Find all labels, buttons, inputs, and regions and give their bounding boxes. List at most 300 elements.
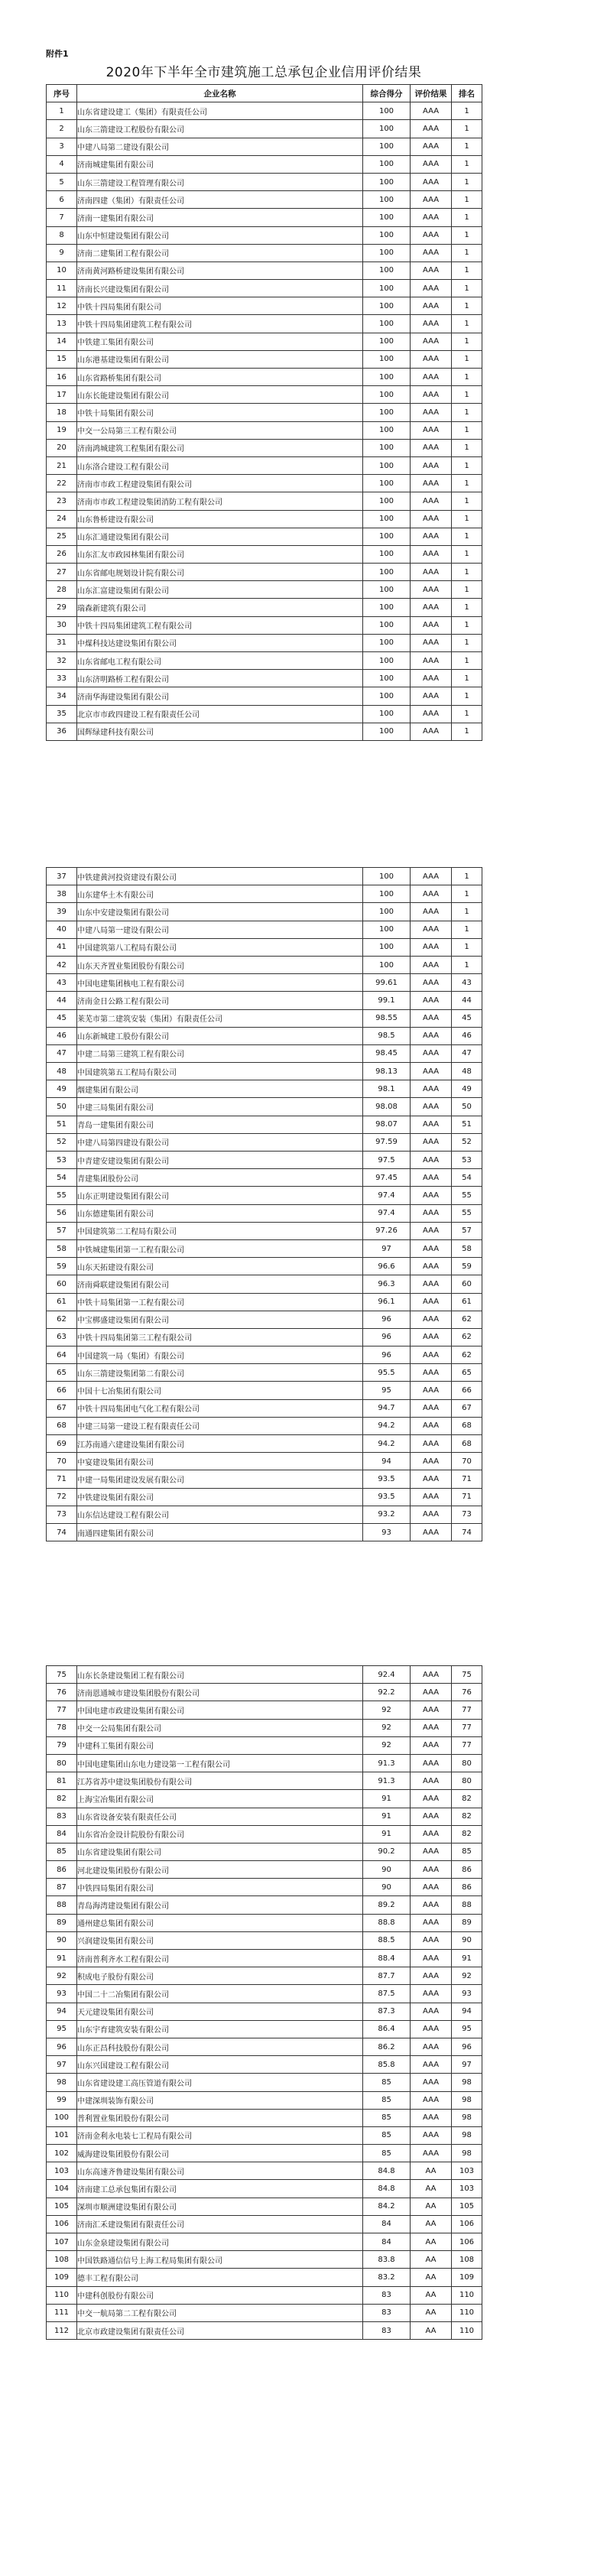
- cell-rank: 1: [452, 670, 482, 687]
- header-rank: 排名: [452, 85, 482, 102]
- cell-company-name: 中国二十二冶集团有限公司: [77, 1985, 363, 2003]
- cell-score: 100: [363, 333, 411, 350]
- cell-grade: AAA: [411, 1382, 452, 1399]
- cell-company-name: 济南金利永电装七工程局有限公司: [77, 2126, 363, 2144]
- cell-company-name: 中建科工集团有限公司: [77, 1736, 363, 1754]
- cell-score: 85: [363, 2091, 411, 2109]
- cell-rank: 105: [452, 2198, 482, 2215]
- cell-rank: 1: [452, 333, 482, 350]
- cell-rank: 53: [452, 1152, 482, 1169]
- cell-no: 100: [47, 2109, 77, 2126]
- cell-rank: 86: [452, 1861, 482, 1879]
- cell-rank: 1: [452, 191, 482, 209]
- cell-rank: 74: [452, 1523, 482, 1541]
- cell-rank: 91: [452, 1950, 482, 1967]
- cell-rank: 1: [452, 492, 482, 510]
- cell-company-name: 中国十七冶集团有限公司: [77, 1382, 363, 1399]
- cell-score: 99.61: [363, 974, 411, 992]
- cell-no: 43: [47, 974, 77, 992]
- cell-rank: 1: [452, 956, 482, 973]
- cell-grade: AAA: [411, 297, 452, 315]
- cell-score: 85: [363, 2126, 411, 2144]
- cell-score: 97.45: [363, 1169, 411, 1187]
- cell-no: 4: [47, 155, 77, 173]
- cell-company-name: 中宝梆盛建设集团有限公司: [77, 1311, 363, 1328]
- cell-no: 93: [47, 1985, 77, 2003]
- table-row: [47, 2003, 482, 2020]
- cell-grade: AAA: [411, 2074, 452, 2091]
- cell-grade: AAA: [411, 315, 452, 333]
- cell-grade: AAA: [411, 670, 452, 687]
- cell-grade: AAA: [411, 261, 452, 279]
- cell-grade: AAA: [411, 723, 452, 740]
- cell-score: 92.2: [363, 1684, 411, 1701]
- table-row: [47, 1914, 482, 1931]
- cell-no: 106: [47, 2215, 77, 2233]
- cell-no: 86: [47, 1861, 77, 1879]
- cell-company-name: 济南汇禾建设集团有限责任公司: [77, 2215, 363, 2233]
- cell-grade: AAA: [411, 1736, 452, 1754]
- cell-company-name: 青岛一建集团有限公司: [77, 1116, 363, 1133]
- table-row: [47, 1311, 482, 1328]
- cell-grade: AAA: [411, 1861, 452, 1879]
- cell-no: 36: [47, 723, 77, 740]
- cell-score: 90: [363, 1861, 411, 1879]
- table-row: [47, 1063, 482, 1080]
- table-row: [47, 120, 482, 138]
- cell-rank: 71: [452, 1488, 482, 1506]
- cell-grade: AAA: [411, 369, 452, 386]
- cell-rank: 66: [452, 1382, 482, 1399]
- cell-no: 76: [47, 1684, 77, 1701]
- table-row: [47, 1790, 482, 1808]
- cell-score: 84: [363, 2215, 411, 2233]
- cell-score: 100: [363, 456, 411, 474]
- cell-score: 100: [363, 564, 411, 581]
- cell-company-name: 中国建筑一局（集团）有限公司: [77, 1346, 363, 1364]
- cell-score: 100: [363, 528, 411, 545]
- table-row: [47, 868, 482, 885]
- cell-no: 99: [47, 2091, 77, 2109]
- cell-grade: AAA: [411, 456, 452, 474]
- table-row: [47, 1258, 482, 1275]
- cell-rank: 1: [452, 369, 482, 386]
- cell-grade: AAA: [411, 581, 452, 599]
- cell-score: 96.1: [363, 1293, 411, 1311]
- cell-rank: 1: [452, 687, 482, 705]
- cell-grade: AA: [411, 2304, 452, 2321]
- cell-company-name: 山东长条建设集团工程有限公司: [77, 1666, 363, 1684]
- cell-score: 90: [363, 1879, 411, 1896]
- cell-company-name: 济南市市政工程建设集团消防工程有限公司: [77, 492, 363, 510]
- cell-rank: 50: [452, 1098, 482, 1116]
- cell-company-name: 山东建华土木有限公司: [77, 885, 363, 903]
- cell-score: 100: [363, 173, 411, 190]
- cell-score: 100: [363, 475, 411, 492]
- cell-no: 32: [47, 652, 77, 670]
- cell-no: 25: [47, 528, 77, 545]
- cell-score: 98.07: [363, 1116, 411, 1133]
- cell-grade: AAA: [411, 1488, 452, 1506]
- cell-rank: 103: [452, 2180, 482, 2198]
- cell-rank: 1: [452, 938, 482, 956]
- table-row: [47, 1222, 482, 1239]
- cell-score: 98.45: [363, 1044, 411, 1062]
- cell-no: 39: [47, 903, 77, 921]
- cell-company-name: 青岛海湾建设集团有限公司: [77, 1896, 363, 1914]
- cell-no: 72: [47, 1488, 77, 1506]
- cell-rank: 1: [452, 616, 482, 634]
- cell-grade: AAA: [411, 938, 452, 956]
- cell-grade: AAA: [411, 652, 452, 670]
- table-row: [47, 404, 482, 421]
- cell-grade: AAA: [411, 1808, 452, 1825]
- cell-rank: 109: [452, 2269, 482, 2286]
- cell-grade: AAA: [411, 350, 452, 368]
- table-row: [47, 386, 482, 404]
- cell-rank: 98: [452, 2091, 482, 2109]
- cell-company-name: 中国建筑第二工程局有限公司: [77, 1222, 363, 1239]
- cell-rank: 59: [452, 1258, 482, 1275]
- cell-rank: 98: [452, 2145, 482, 2162]
- cell-grade: AAA: [411, 2056, 452, 2074]
- cell-company-name: 兴润建设集团有限公司: [77, 1931, 363, 1949]
- cell-score: 93.5: [363, 1488, 411, 1506]
- table-row: [47, 581, 482, 599]
- cell-company-name: 积成电子股份有限公司: [77, 1967, 363, 1985]
- cell-grade: AAA: [411, 1666, 452, 1684]
- cell-no: 19: [47, 421, 77, 439]
- cell-no: 40: [47, 921, 77, 938]
- cell-score: 84.8: [363, 2162, 411, 2180]
- cell-grade: AAA: [411, 1187, 452, 1204]
- cell-score: 94.7: [363, 1399, 411, 1417]
- cell-score: 100: [363, 315, 411, 333]
- cell-grade: AAA: [411, 510, 452, 528]
- table-row: [47, 138, 482, 155]
- cell-score: 95: [363, 1382, 411, 1399]
- cell-no: 94: [47, 2003, 77, 2020]
- cell-grade: AAA: [411, 386, 452, 404]
- cell-no: 50: [47, 1098, 77, 1116]
- cell-grade: AAA: [411, 1152, 452, 1169]
- cell-company-name: 济南建工总承包集团有限公司: [77, 2180, 363, 2198]
- cell-grade: AAA: [411, 1239, 452, 1257]
- cell-grade: AAA: [411, 1080, 452, 1098]
- cell-grade: AAA: [411, 1684, 452, 1701]
- cell-company-name: 中建八局第一建设有限公司: [77, 921, 363, 938]
- cell-score: 94.2: [363, 1417, 411, 1434]
- cell-no: 7: [47, 209, 77, 226]
- cell-grade: AAA: [411, 1328, 452, 1346]
- cell-no: 67: [47, 1399, 77, 1417]
- cell-no: 90: [47, 1931, 77, 1949]
- cell-company-name: 中铁建工集团有限公司: [77, 333, 363, 350]
- cell-no: 88: [47, 1896, 77, 1914]
- cell-no: 105: [47, 2198, 77, 2215]
- cell-rank: 1: [452, 723, 482, 740]
- cell-company-name: 山东省设备安装有限责任公司: [77, 1808, 363, 1825]
- table-row: [47, 261, 482, 279]
- cell-no: 16: [47, 369, 77, 386]
- cell-rank: 85: [452, 1843, 482, 1860]
- cell-company-name: 山东省建设建工高压管道有限公司: [77, 2074, 363, 2091]
- cell-company-name: 山东港基建设集团有限公司: [77, 350, 363, 368]
- cell-no: 28: [47, 581, 77, 599]
- cell-no: 69: [47, 1435, 77, 1453]
- cell-company-name: 山东高速齐鲁建设集团有限公司: [77, 2162, 363, 2180]
- cell-no: 38: [47, 885, 77, 903]
- cell-grade: AAA: [411, 705, 452, 723]
- cell-score: 86.4: [363, 2020, 411, 2038]
- table-row: [47, 297, 482, 315]
- cell-no: 58: [47, 1239, 77, 1257]
- table-row: [47, 1772, 482, 1790]
- cell-no: 29: [47, 599, 77, 616]
- cell-company-name: 德丰工程有限公司: [77, 2269, 363, 2286]
- cell-no: 91: [47, 1950, 77, 1967]
- cell-rank: 108: [452, 2251, 482, 2269]
- cell-grade: AA: [411, 2321, 452, 2339]
- cell-company-name: 中国电建市政建设集团有限公司: [77, 1701, 363, 1719]
- table-row: [47, 510, 482, 528]
- cell-company-name: 中交一公局集团有限公司: [77, 1719, 363, 1736]
- header-no: 序号: [47, 85, 77, 102]
- cell-score: 83.2: [363, 2269, 411, 2286]
- cell-company-name: 莱芜市第二建筑安装（集团）有限责任公司: [77, 1009, 363, 1027]
- cell-grade: AAA: [411, 1772, 452, 1790]
- cell-no: 14: [47, 333, 77, 350]
- table-row: [47, 1861, 482, 1879]
- cell-grade: AAA: [411, 885, 452, 903]
- cell-company-name: 中铁十四局集团建筑工程有限公司: [77, 616, 363, 634]
- cell-no: 74: [47, 1523, 77, 1541]
- table-row: [47, 1346, 482, 1364]
- cell-no: 66: [47, 1382, 77, 1399]
- cell-score: 89.2: [363, 1896, 411, 1914]
- cell-score: 86.2: [363, 2038, 411, 2055]
- cell-rank: 88: [452, 1896, 482, 1914]
- table-row: [47, 1701, 482, 1719]
- table-row: [47, 599, 482, 616]
- cell-score: 97.5: [363, 1152, 411, 1169]
- cell-rank: 103: [452, 2162, 482, 2180]
- table-row: [47, 1133, 482, 1151]
- cell-no: 47: [47, 1044, 77, 1062]
- cell-no: 42: [47, 956, 77, 973]
- cell-no: 101: [47, 2126, 77, 2144]
- cell-company-name: 深圳市顺洲建设集团有限公司: [77, 2198, 363, 2215]
- cell-no: 53: [47, 1152, 77, 1169]
- cell-grade: AAA: [411, 992, 452, 1009]
- cell-score: 96: [363, 1311, 411, 1328]
- cell-score: 96.6: [363, 1258, 411, 1275]
- cell-no: 8: [47, 226, 77, 244]
- table-row: [47, 475, 482, 492]
- cell-rank: 43: [452, 974, 482, 992]
- table-row: [47, 2321, 482, 2339]
- cell-company-name: 中煤科技达建设集团有限公司: [77, 634, 363, 651]
- cell-no: 68: [47, 1417, 77, 1434]
- cell-grade: AAA: [411, 280, 452, 297]
- cell-company-name: 中建一局集团建设发展有限公司: [77, 1470, 363, 1488]
- cell-score: 97.4: [363, 1187, 411, 1204]
- cell-rank: 90: [452, 1931, 482, 1949]
- cell-score: 92: [363, 1736, 411, 1754]
- cell-company-name: 山东三箭建设工程股份有限公司: [77, 120, 363, 138]
- table-row: [47, 1684, 482, 1701]
- cell-company-name: 山东省建设集团有限公司: [77, 1843, 363, 1860]
- table-row: [47, 1931, 482, 1949]
- cell-score: 92.4: [363, 1666, 411, 1684]
- cell-no: 80: [47, 1754, 77, 1772]
- cell-score: 83: [363, 2286, 411, 2304]
- cell-score: 91: [363, 1790, 411, 1808]
- table-row: [47, 1009, 482, 1027]
- cell-no: 45: [47, 1009, 77, 1027]
- cell-no: 3: [47, 138, 77, 155]
- cell-no: 15: [47, 350, 77, 368]
- cell-score: 98.1: [363, 1080, 411, 1098]
- header-name: 企业名称: [77, 85, 363, 102]
- cell-company-name: 中铁十局集团第一工程有限公司: [77, 1293, 363, 1311]
- table-row: [47, 1152, 482, 1169]
- cell-grade: AAA: [411, 102, 452, 120]
- cell-no: 27: [47, 564, 77, 581]
- cell-company-name: 中交一航局第二工程有限公司: [77, 2304, 363, 2321]
- cell-no: 75: [47, 1666, 77, 1684]
- cell-company-name: 济南市市政工程建设集团有限公司: [77, 475, 363, 492]
- cell-company-name: 山东中恒建设集团有限公司: [77, 226, 363, 244]
- cell-company-name: 烟建集团有限公司: [77, 1080, 363, 1098]
- cell-no: 104: [47, 2180, 77, 2198]
- cell-score: 93: [363, 1523, 411, 1541]
- cell-rank: 1: [452, 138, 482, 155]
- cell-score: 98.55: [363, 1009, 411, 1027]
- cell-grade: AAA: [411, 1044, 452, 1062]
- cell-score: 99.1: [363, 992, 411, 1009]
- cell-grade: AAA: [411, 616, 452, 634]
- cell-score: 100: [363, 599, 411, 616]
- table-row: [47, 280, 482, 297]
- cell-score: 96: [363, 1346, 411, 1364]
- table-row: [47, 2074, 482, 2091]
- cell-no: 98: [47, 2074, 77, 2091]
- cell-no: 59: [47, 1258, 77, 1275]
- table-row: [47, 1382, 482, 1399]
- cell-company-name: 济南四建（集团）有限责任公司: [77, 191, 363, 209]
- cell-rank: 1: [452, 634, 482, 651]
- cell-company-name: 济南普利齐水工程有限公司: [77, 1950, 363, 1967]
- cell-grade: AAA: [411, 687, 452, 705]
- cell-company-name: 济南华海建设集团有限公司: [77, 687, 363, 705]
- cell-company-name: 山东三箭建设工程管理有限公司: [77, 173, 363, 190]
- cell-no: 21: [47, 456, 77, 474]
- cell-score: 85.8: [363, 2056, 411, 2074]
- table-row: [47, 1275, 482, 1293]
- cell-no: 41: [47, 938, 77, 956]
- cell-no: 26: [47, 545, 77, 563]
- cell-no: 87: [47, 1879, 77, 1896]
- cell-rank: 1: [452, 386, 482, 404]
- cell-grade: AAA: [411, 1027, 452, 1044]
- cell-score: 90.2: [363, 1843, 411, 1860]
- table-row: [47, 2198, 482, 2215]
- cell-score: 91: [363, 1825, 411, 1843]
- cell-rank: 1: [452, 209, 482, 226]
- cell-no: 62: [47, 1311, 77, 1328]
- cell-company-name: 济南二建集团工程有限公司: [77, 244, 363, 261]
- cell-rank: 57: [452, 1222, 482, 1239]
- table-row: [47, 2233, 482, 2251]
- cell-score: 91.3: [363, 1772, 411, 1790]
- cell-rank: 70: [452, 1453, 482, 1470]
- cell-score: 100: [363, 723, 411, 740]
- cell-score: 92: [363, 1719, 411, 1736]
- cell-grade: AAA: [411, 155, 452, 173]
- table-row: [47, 2215, 482, 2233]
- cell-no: 79: [47, 1736, 77, 1754]
- cell-grade: AAA: [411, 1931, 452, 1949]
- cell-rank: 1: [452, 921, 482, 938]
- cell-grade: AAA: [411, 2145, 452, 2162]
- cell-grade: AAA: [411, 120, 452, 138]
- cell-grade: AAA: [411, 244, 452, 261]
- cell-no: 5: [47, 173, 77, 190]
- cell-no: 49: [47, 1080, 77, 1098]
- table-row: [47, 350, 482, 368]
- cell-company-name: 山东汇富建设集团有限公司: [77, 581, 363, 599]
- table-row: [47, 1754, 482, 1772]
- cell-rank: 1: [452, 315, 482, 333]
- cell-no: 37: [47, 868, 77, 885]
- cell-rank: 58: [452, 1239, 482, 1257]
- cell-no: 10: [47, 261, 77, 279]
- cell-score: 85: [363, 2109, 411, 2126]
- cell-score: 100: [363, 261, 411, 279]
- table-row: [47, 173, 482, 190]
- cell-rank: 110: [452, 2304, 482, 2321]
- cell-score: 100: [363, 421, 411, 439]
- cell-no: 89: [47, 1914, 77, 1931]
- table-row: [47, 2091, 482, 2109]
- cell-rank: 67: [452, 1399, 482, 1417]
- table-row: [47, 1364, 482, 1382]
- cell-no: 20: [47, 439, 77, 456]
- cell-score: 96: [363, 1328, 411, 1346]
- table-row: [47, 209, 482, 226]
- table-body-page-2: [47, 868, 482, 1541]
- cell-no: 11: [47, 280, 77, 297]
- cell-score: 100: [363, 120, 411, 138]
- cell-company-name: 中国建筑第五工程局有限公司: [77, 1063, 363, 1080]
- table-row: [47, 102, 482, 120]
- cell-score: 100: [363, 209, 411, 226]
- cell-grade: AAA: [411, 138, 452, 155]
- cell-rank: 1: [452, 280, 482, 297]
- cell-company-name: 山东信达建设工程有限公司: [77, 1506, 363, 1523]
- cell-no: 83: [47, 1808, 77, 1825]
- cell-no: 97: [47, 2056, 77, 2074]
- cell-company-name: 山东中安建设集团有限公司: [77, 903, 363, 921]
- table-row: [47, 903, 482, 921]
- cell-score: 91: [363, 1808, 411, 1825]
- cell-score: 100: [363, 687, 411, 705]
- cell-no: 111: [47, 2304, 77, 2321]
- cell-grade: AAA: [411, 1914, 452, 1931]
- cell-score: 88.4: [363, 1950, 411, 1967]
- cell-no: 96: [47, 2038, 77, 2055]
